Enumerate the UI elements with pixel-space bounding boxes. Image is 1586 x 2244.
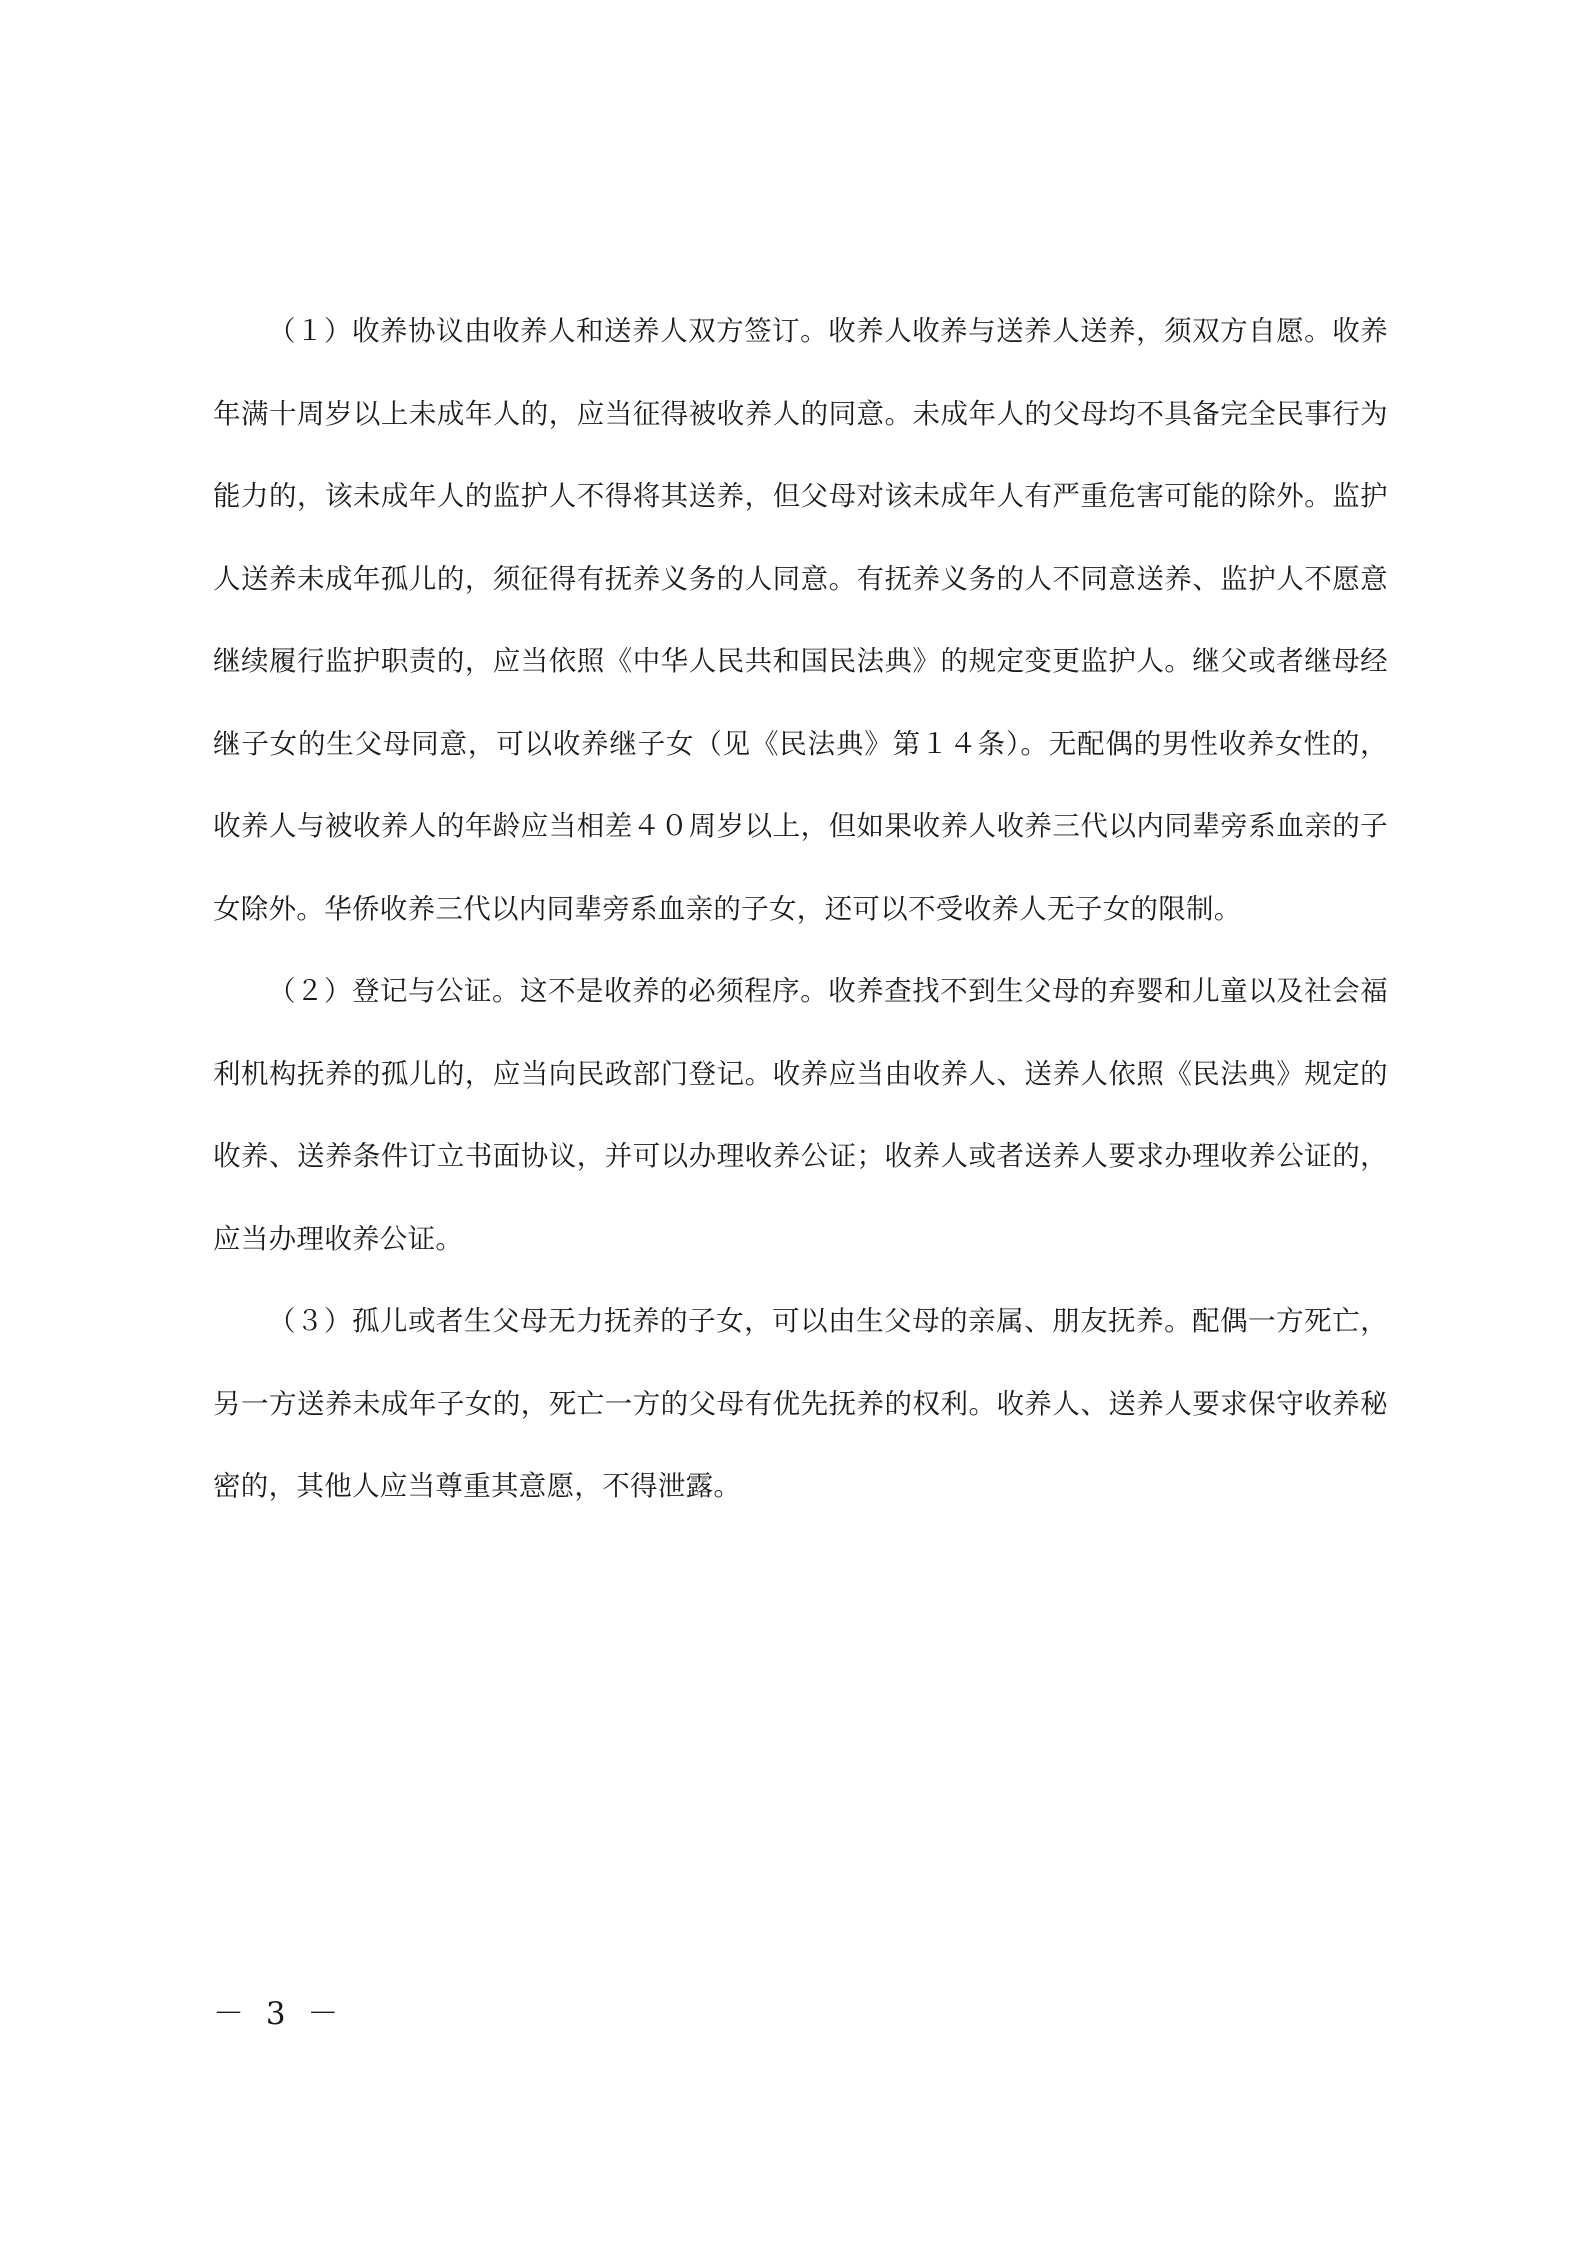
paragraph-adoption-agreement: （１）收养协议由收养人和送养人双方签订。收养人收养与送养人送养，须双方自愿。收养年满十周岁以上未成年人的，应当征得被收养人的同意。未成年人的父母均不具备完全民事行为能力的，该未成年人的监护人不得将其送养，但父母对该未成年人有严重危害可能的除外。监护人送养未成年孤儿的，须征得有抚养义务的人同意。有抚养义务的人不同意送养、监护人不愿意继续履行监护职责的，应当依照《中华人民共和国民法典》的规定变更监护人。继父或者继母经继子女的生父母同意，可以收养继子女（见《民法典》第１４条）。无配偶的男性收养女性的，收养人与被收养人的年龄应当相差４０周岁以上，但如果收养人收养三代以内同辈旁系血亲的子女除外。华侨收养三代以内同辈旁系血亲的子女，还可以不受收养人无子女的限制。 bbox=[213, 315, 1388, 925]
page-number: － 3 － bbox=[213, 1996, 345, 2032]
paragraph-registration-notarization: （２）登记与公证。这不是收养的必须程序。收养查找不到生父母的弃婴和儿童以及社会福利机构抚养的孤儿的，应当向民政部门登记。收养应当由收养人、送养人依照《民法典》规定的收养、送养条件订立书面协议，并可以办理收养公证；收养人或者送养人要求办理收养公证的，应当办理收养公证。 bbox=[213, 975, 1388, 1255]
paragraph-orphan-care: （３）孤儿或者生父母无力抚养的子女，可以由生父母的亲属、朋友抚养。配偶一方死亡，另一方送养未成年子女的，死亡一方的父母有优先抚养的权利。收养人、送养人要求保守收养秘密的，其他人应当尊重其意愿，不得泄露。 bbox=[213, 1305, 1388, 1502]
document-body bbox=[213, 290, 1388, 1528]
